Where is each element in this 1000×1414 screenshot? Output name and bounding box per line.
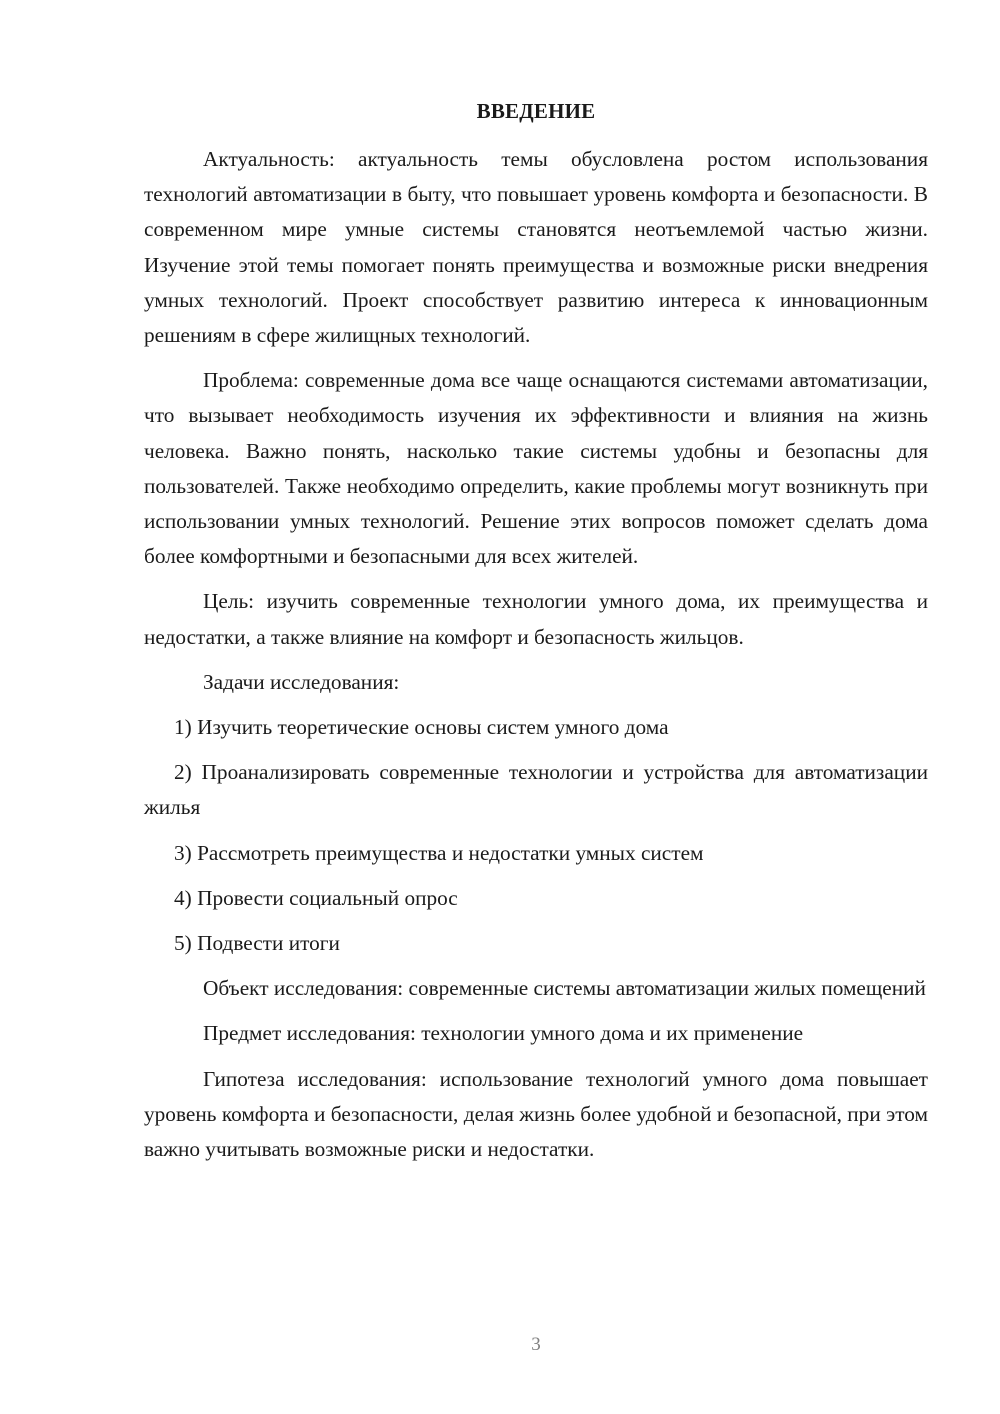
task-item: 4) Провести социальный опрос xyxy=(174,885,458,910)
relevance-paragraph: Актуальность: актуальность темы обусловлена ростом использования технологий автоматизации в быту, что повышает уровень комфорта и безопасности. В современном мире умные системы становятся неотъемлемой частью жизни. Изучение этой темы помогает понять преимущества и возможные риски внедрения умных технологий. Проект способствует развитию интереса к инновационным решениям в сфере жилищных технологий. xyxy=(144,147,928,348)
task-item: 5) Подвести итоги xyxy=(174,931,340,956)
subject-paragraph: Предмет исследования: технологии умного дома и их применение xyxy=(203,1021,804,1046)
task-item: 2) Проанализировать современные технологии и устройства для автоматизации жилья xyxy=(144,760,928,820)
goal-paragraph: Цель: изучить современные технологии умного дома, их преимущества и недостатки, а также влияние на комфорт и безопасность жильцов. xyxy=(144,589,928,649)
page-number: 3 xyxy=(531,1334,541,1355)
object-paragraph: Объект исследования: современные системы автоматизации жилых помещений xyxy=(203,976,926,1001)
problem-paragraph: Проблема: современные дома все чаще оснащаются системами автоматизации, что вызывает необходимость изучения их эффективности и влияния на жизнь человека. Важно понять, насколько такие системы удобны и безопасны для пользователей. Также необходимо определить, какие проблемы могут возникнуть при использовании умных технологий. Решение этих вопросов поможет сделать дома более комфортными и безопасными для всех жителей. xyxy=(144,368,928,569)
page-title: ВВЕДЕНИЕ xyxy=(476,99,596,123)
hypothesis-paragraph: Гипотеза исследования: использование технологий умного дома повышает уровень комфорта и безопасности, делая жизнь более удобной и безопасной, при этом важно учитывать возможные риски и недостатки. xyxy=(144,1066,928,1162)
task-item: 3) Рассмотреть преимущества и недостатки умных систем xyxy=(174,840,704,865)
tasks-heading: Задачи исследования: xyxy=(203,669,400,694)
document-body xyxy=(144,142,928,1167)
task-item: 1) Изучить теоретические основы систем умного дома xyxy=(174,715,669,740)
